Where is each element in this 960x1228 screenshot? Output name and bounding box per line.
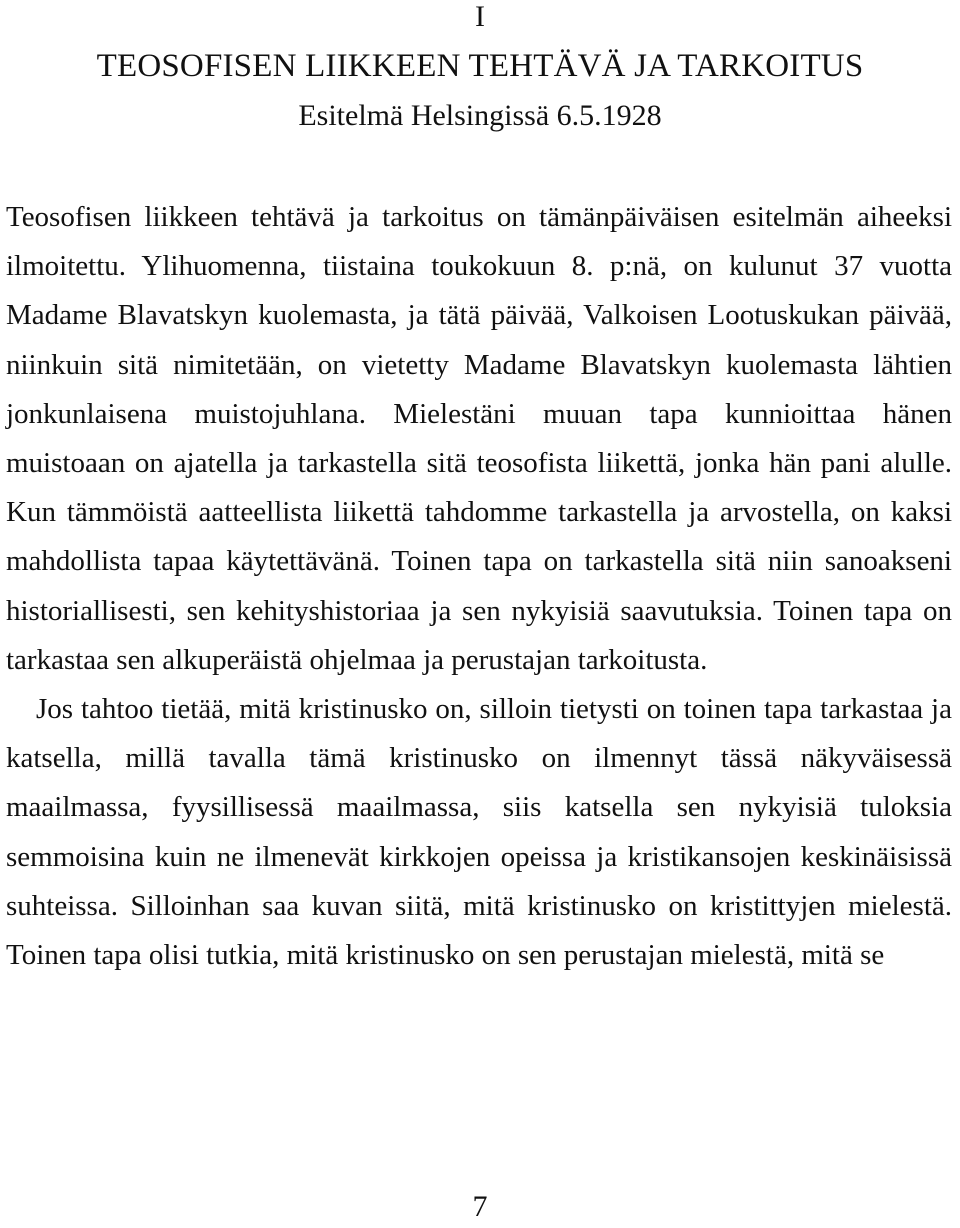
chapter-number: I: [475, 0, 485, 33]
page-number: 7: [472, 1190, 488, 1223]
paragraph: Teosofisen liikkeen tehtävä ja tarkoitus on tämänpäiväisen esitelmän aiheeksi ilmoitettu. Ylihuomenna, tiistaina toukokuun 8. p:nä, on kulunut 37 vuotta Madame Blavatskyn kuolemasta, ja tätä päivää, Valkoisen Lootuskukan päivää, niinkuin sitä nimitetään, on vietetty Madame Blavatskyn kuolemasta lähtien jonkunlaisena muistojuhlana. Mielestäni muuan tapa kunnioittaa hänen muistoaan on ajatella ja tarkastella sitä teosofista liikettä, jonka hän pani alulle. Kun tämmöistä aatteellista liikettä tahdomme tarkastella ja arvostella, on kaksi mahdollista tapaa käytettävänä. Toinen tapa on tarkastella sitä niin sanoakseni historiallisesti, sen kehityshistoriaa ja sen nykyisiä saavutuksia. Toinen tapa on tarkastaa sen alkuperäistä ohjelmaa ja perustajan tarkoitusta.: [6, 201, 952, 676]
chapter-subtitle: Esitelmä Helsingissä 6.5.1928: [298, 99, 662, 132]
body-text: [6, 193, 952, 980]
paragraph: Jos tahtoo tietää, mitä kristinusko on, silloin tietysti on toinen tapa tarkastaa ja katsella, millä tavalla tämä kristinusko on ilmennyt tässä näkyväisessä maailmassa, fyysillisessä maailmassa, siis katsella sen nykyisiä tuloksia semmoisina kuin ne ilmenevät kirkkojen opeissa ja kristikansojen keskinäisissä suhteissa. Silloinhan saa kuvan siitä, mitä kristinusko on kristittyjen mielestä. Toinen tapa olisi tutkia, mitä kristinusko on sen perustajan mielestä, mitä se: [6, 693, 952, 972]
chapter-title: TEOSOFISEN LIIKKEEN TEHTÄVÄ JA TARKOITUS: [96, 48, 864, 84]
